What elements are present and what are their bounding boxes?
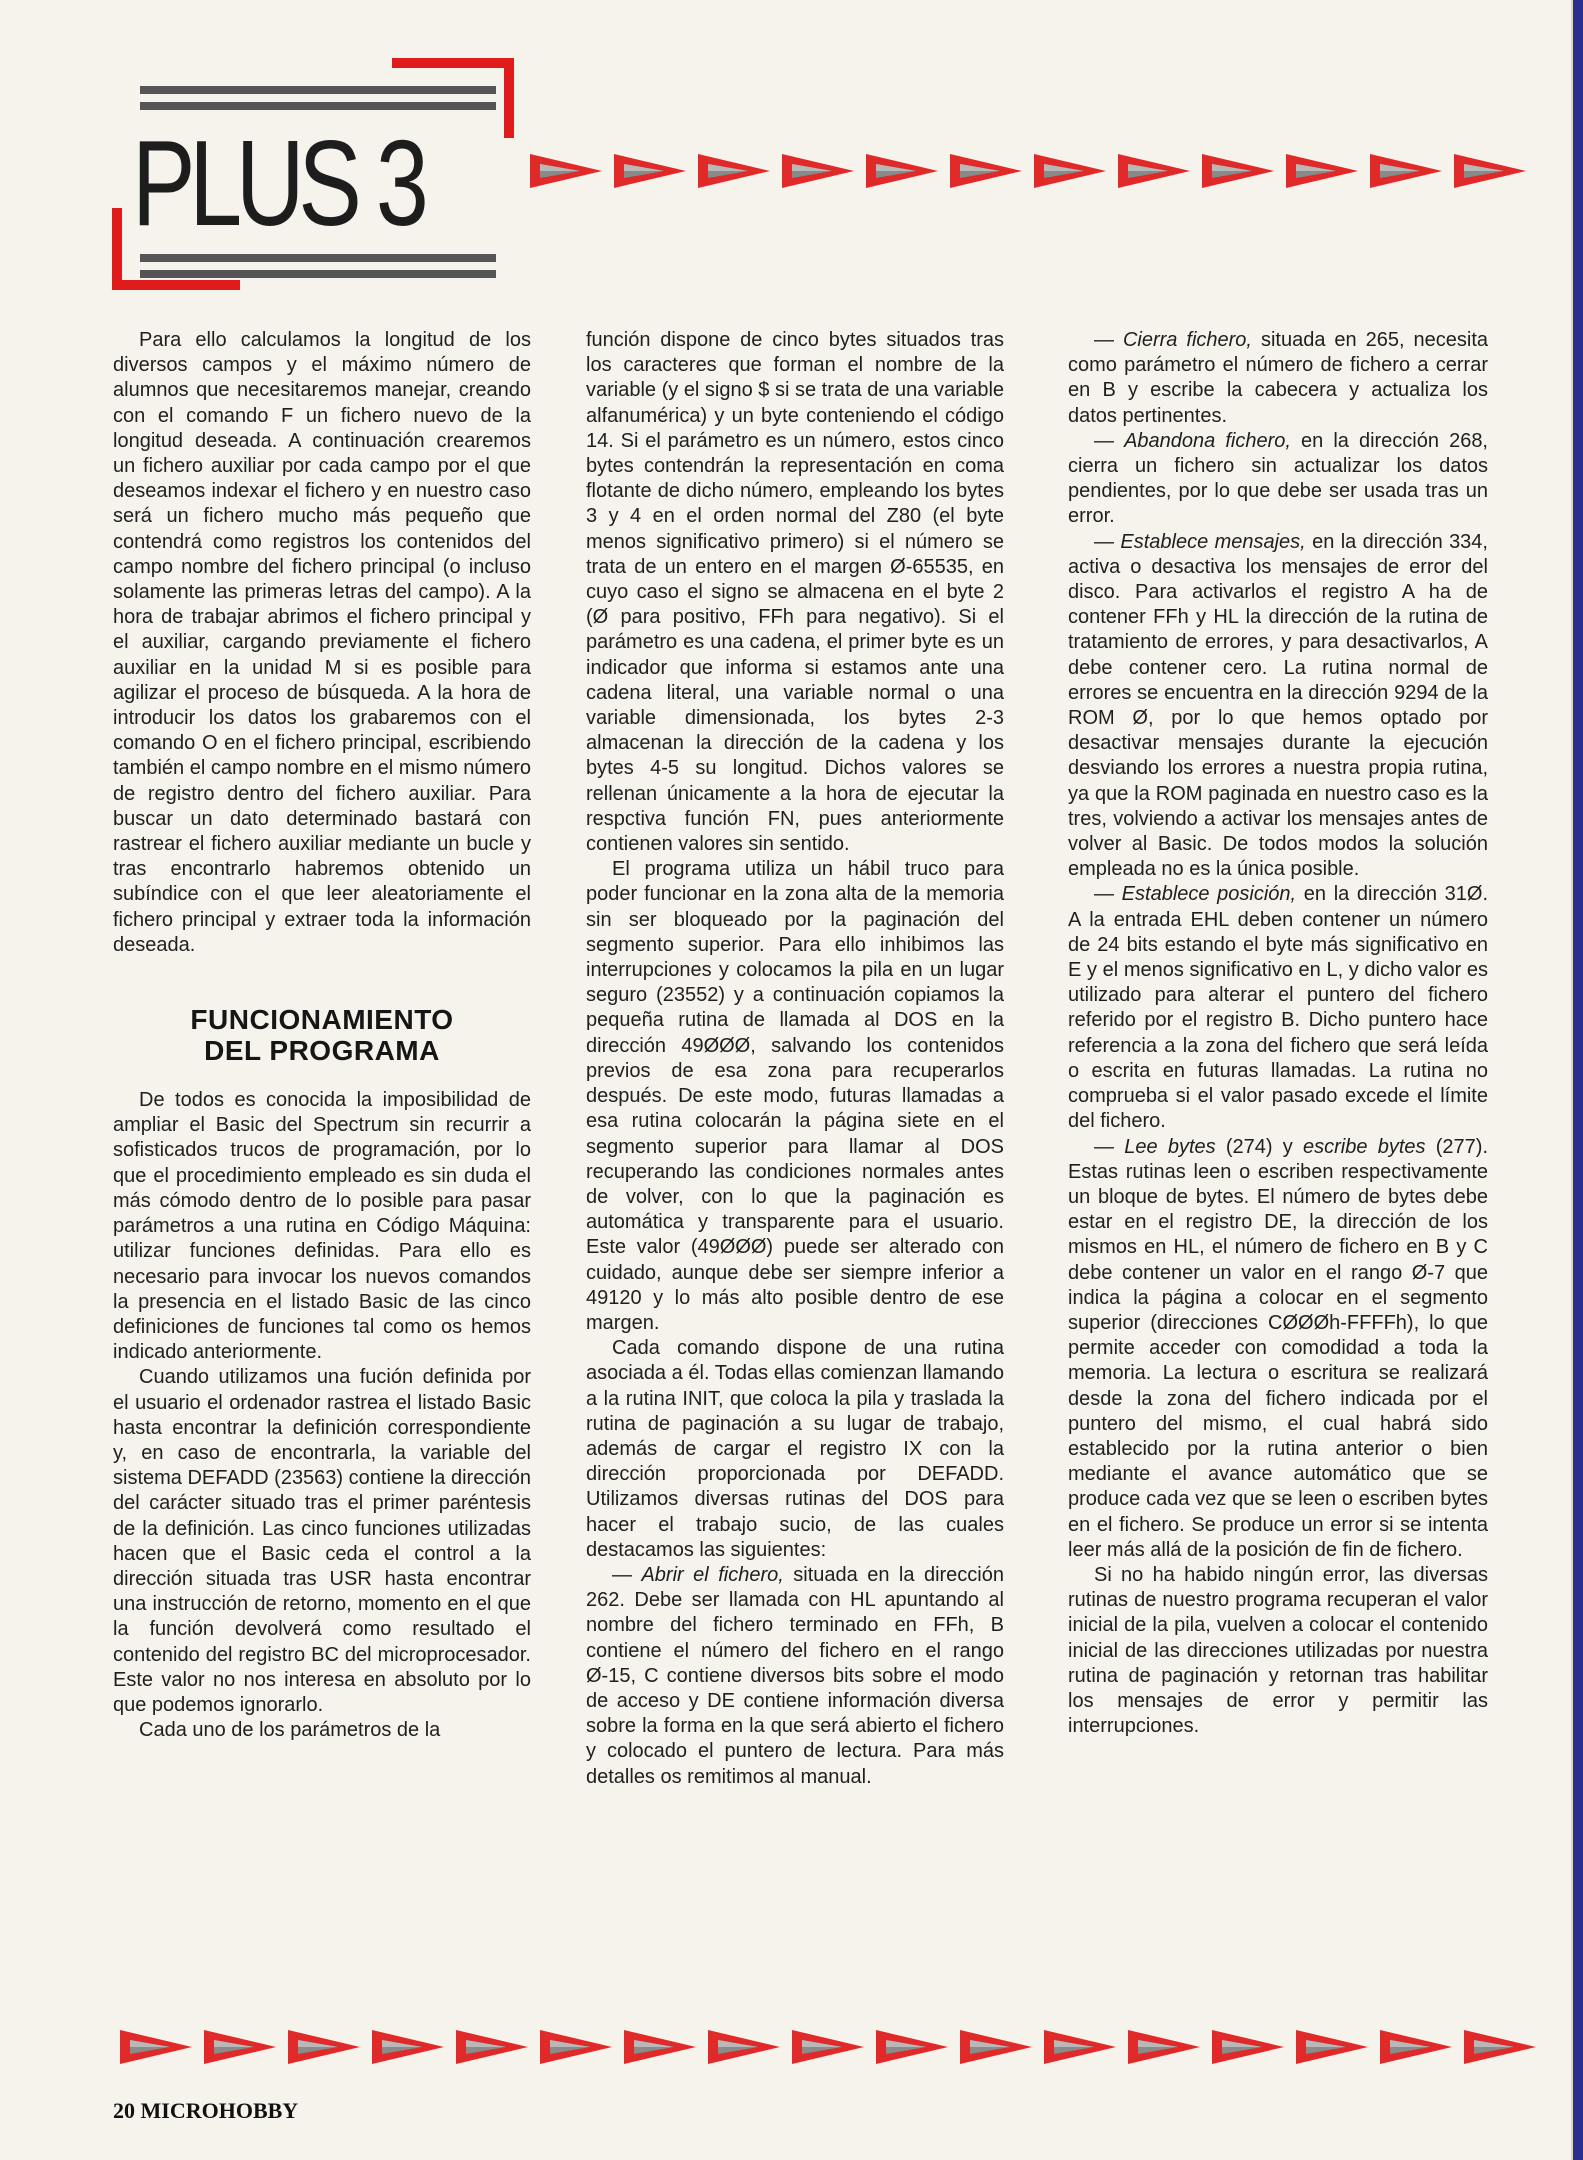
arrow-pennant-icon bbox=[790, 2024, 866, 2070]
dash: — bbox=[1094, 329, 1123, 351]
section-logo bbox=[112, 58, 532, 290]
arrow-pennant-icon bbox=[612, 148, 688, 194]
arrow-pennant-icon bbox=[780, 148, 856, 194]
arrow-pennant-icon bbox=[1200, 148, 1276, 194]
arrow-pennant-icon bbox=[1368, 148, 1444, 194]
arrow-pennant-icon bbox=[202, 2024, 278, 2070]
arrow-row-bottom bbox=[118, 2024, 1546, 2070]
paragraph: función dispone de cinco bytes situados tras los caracteres que forman el nombre de la variable (y el signo $ si se trata de una variable alfanumérica) y un byte conteniendo el código 14. Si el parámetro es un número, estos cinco bytes contendrán la representación en coma flotante de dicho número, empleando los bytes 3 y 4 en el orden normal del Z80 (el byte menos significativo primero) si el número se trata de un entero en el margen Ø-65535, en cuyo caso el signo se almacena en el byte 2 (Ø para positivo, FFh para negativo). Si el parámetro es una cadena, el primer byte es un indicador que informa si estamos ante una cadena literal, una variable normal o una variable dimensionada, los bytes 2-3 almacenan la dirección de la cadena y los bytes 4-5 su longitud. Dichos valores se rellenan únicamente a la hora de ejecutar la respctiva función FN, pues anteriormente contienen valores sin sentido. bbox=[586, 329, 1005, 856]
paragraph-text: situada en la dirección 262. Debe ser llamada con HL apuntando al nombre del fichero terminado en FFh, B contiene el número del fichero en el rango Ø-15, C contiene diversos bits sobre el modo de acceso y DE contiene información diversa sobre la forma en la que será abierto el fichero y colocado el puntero de lectura. Para más detalles os remitimos al manual. bbox=[586, 1563, 1004, 1788]
paragraph: El programa utiliza un hábil truco para poder funcionar en la zona alta de la memoria sin ser bloqueado por la paginación del segmento superior. Para ello inhibimos las interrupciones y colocamos la pila en un lugar seguro (23552) y a continuación copiamos la pequeña rutina de llamada al DOS en la dirección 49ØØØ, salvando los contenidos previos de esa zona para recuperarlos después. De este modo, futuras llamadas a esa rutina colocarán la página siete en el segmento superior para llamar al DOS recuperando las condiciones normales antes de volver, con lo que la paginación es automática y transparente para el usuario. Este valor (49ØØØ) puede ser alterado con cuidado, aunque debe ser siempre inferior a 49120 y lo más alto posible dentro de ese margen. bbox=[586, 858, 1004, 1334]
logo-rule bbox=[140, 102, 496, 110]
paragraph-list-item bbox=[1068, 530, 1488, 883]
text-column-3 bbox=[1068, 328, 1488, 1739]
arrow-pennant-icon bbox=[1452, 148, 1528, 194]
arrow-pennant-icon bbox=[1126, 2024, 1202, 2070]
dash: — bbox=[612, 1563, 642, 1586]
paragraph: Si no ha habido ningún error, las diversas rutinas de nuestro programa recuperan el valor inicial de la pila, vuelven a colocar el contenido inicial de las direcciones utilizadas por nuestra rutina de paginación y retornan tras habilitar los mensajes de error y permitir las interrupciones. bbox=[1068, 1563, 1488, 1738]
logo-title: PLUS 3 bbox=[132, 115, 423, 251]
arrow-pennant-icon bbox=[454, 2024, 530, 2070]
dash: — bbox=[1094, 883, 1122, 906]
paragraph-text: situada en 265, necesita como parámetro el número de fichero a cerrar en B y escribe la cabecera y actualiza los datos pertinentes. bbox=[1068, 329, 1488, 427]
logo-rule bbox=[140, 254, 496, 262]
logo-rule bbox=[140, 86, 496, 94]
arrow-pennant-icon bbox=[1294, 2024, 1370, 2070]
paragraph-list-item bbox=[1068, 1135, 1488, 1563]
arrow-pennant-icon bbox=[874, 2024, 950, 2070]
arrow-pennant-icon bbox=[528, 148, 604, 194]
arrow-pennant-icon bbox=[1462, 2024, 1538, 2070]
arrow-pennant-icon bbox=[1116, 148, 1192, 194]
arrow-pennant-icon bbox=[622, 2024, 698, 2070]
dash: — bbox=[1094, 1135, 1125, 1158]
paragraph: Cada uno de los parámetros de la bbox=[139, 1719, 441, 1742]
dash: — bbox=[1094, 530, 1121, 553]
logo-red-frame-bottom bbox=[112, 208, 122, 290]
paragraph: Cada comando dispone de una rutina asociada a él. Todas ellas comienzan llamando a la rutina INIT, que coloca la pila y traslada la rutina de paginación a su lugar de trabajo, además de cargar el registro IX con la dirección proporcionada por DEFADD. Utilizamos diversas rutinas del DOS para hacer el trabajo sucio, de las cuales destacamos las siguientes: bbox=[586, 1337, 1004, 1561]
paragraph-text: en la dirección 268, cierra un fichero sin actualizar los datos pendientes, por lo que debe ser usada tras un error. bbox=[1068, 429, 1488, 528]
arrow-pennant-icon bbox=[1210, 2024, 1286, 2070]
section-heading-line1: FUNCIONAMIENTO bbox=[190, 1004, 454, 1036]
paragraph-text: en la dirección 334, activa o desactiva los mensajes de error del disco. Para activarlos el registro A ha de contener FFh y HL la dirección de la rutina de tratamiento de errores, y para desactivarlos, A debe contener cero. La rutina normal de errores se encuentra en la dirección 9294 de la ROM Ø, por lo que hemos optado por desactivar mensajes durante la ejecución desviando los errores a nuestra propia rutina, ya que la ROM paginada en nuestro caso es la tres, volviendo a activar los mensajes antes de volver al Basic. De todos modos la solución empleada no es la única posible. bbox=[1068, 530, 1488, 881]
term: escribe bytes bbox=[1303, 1135, 1426, 1158]
logo-red-frame-bottom-h bbox=[112, 280, 240, 290]
paragraph-text: (277). Estas rutinas leen o escriben respectivamente un bloque de bytes. El número de bytes debe estar en el registro DE, la dirección de los mismos en HL, el número de fichero en B y C debe contener un valor en el rango Ø-7 que indica la página a colocar en el segmento superior (direcciones CØØØh-FFFFh), lo que permite acceder con comodidad a toda la memoria. La lectura o escritura se realizará desde la zona del fichero indicada por el puntero del mismo, el cual habrá sido establecido por la rutina anterior o bien mediante el avance automático que se produce cada vez que se leen o escriben bytes en el fichero. Se produce un error si se intenta leer más allá de la posición de fin de fichero. bbox=[1068, 1135, 1489, 1561]
arrow-pennant-icon bbox=[1032, 148, 1108, 194]
arrow-pennant-icon bbox=[696, 148, 772, 194]
logo-rule bbox=[140, 270, 496, 278]
paragraph: Para ello calculamos la longitud de los diversos campos y el máximo número de alumnos que necesitaremos manejar, creando con el comando F un fichero nuevo de la longitud deseada. A continuación crearemos un fichero auxiliar por cada campo por el que deseamos indexar el fichero y en nuestro caso será un fichero mucho más pequeño que contendrá como registros los contenidos del campo nombre del fichero principal (o incluso solamente las primeras letras del campo). A la hora de trabajar abrimos el fichero principal y el auxiliar, cargando previamente el fichero auxiliar en la unidad M si es posible para agilizar el proceso de búsqueda. A la hora de introducir los datos los grabaremos con el comando O en el fichero principal, escribiendo también el campo nombre en el mismo número de registro dentro del fichero auxiliar. Para buscar un dato determinado bastará con rastrear el fichero auxiliar mediante un bucle y tras encontrarlo habremos obtenido un subíndice con el que leer aleatoriamente el fichero principal y extraer toda la información deseada. bbox=[113, 329, 531, 956]
paragraph-list-item bbox=[1068, 882, 1488, 1134]
arrow-pennant-icon bbox=[538, 2024, 614, 2070]
arrow-pennant-icon bbox=[864, 148, 940, 194]
paragraph-list-item bbox=[1068, 429, 1488, 530]
section-heading-line2: DEL PROGRAMA bbox=[204, 1035, 440, 1067]
paragraph: De todos es conocida la imposibilidad de ampliar el Basic del Spectrum sin recurrir a sofisticados trucos de programación, por lo que el procedimiento empleado es sin duda el más cómodo dentro de lo posible para pasar parámetros a una rutina en Código Máquina: utilizar funciones definidas. Para ello es necesario para invocar los nuevos comandos la presencia en el listado Basic de las cinco definiciones de funciones tal como os hemos indicado anteriormente. bbox=[113, 1089, 531, 1364]
arrow-pennant-icon bbox=[958, 2024, 1034, 2070]
paragraph-list-item bbox=[1068, 328, 1488, 429]
arrow-pennant-icon bbox=[1284, 148, 1360, 194]
arrow-pennant-icon bbox=[1378, 2024, 1454, 2070]
term: Cierra fichero, bbox=[1122, 329, 1252, 351]
term: Lee bytes bbox=[1124, 1135, 1216, 1158]
arrow-pennant-icon bbox=[706, 2024, 782, 2070]
term: Establece posición, bbox=[1121, 883, 1297, 906]
page-edge-binding bbox=[1573, 0, 1583, 2160]
paragraph-text: (274) y bbox=[1215, 1135, 1304, 1158]
term: Abrir el fichero, bbox=[641, 1563, 784, 1586]
arrow-pennant-icon bbox=[118, 2024, 194, 2070]
term: Establece mensajes, bbox=[1120, 530, 1306, 553]
paragraph-list-item bbox=[586, 1563, 1004, 1790]
logo-red-frame-top bbox=[504, 58, 514, 138]
dash: — bbox=[1094, 429, 1125, 452]
text-column-2 bbox=[586, 328, 1004, 1790]
arrow-pennant-icon bbox=[370, 2024, 446, 2070]
logo-red-frame-top-h bbox=[392, 58, 514, 68]
arrow-pennant-icon bbox=[286, 2024, 362, 2070]
page-footer: 20 MICROHOBBY bbox=[113, 2098, 299, 2123]
paragraph: Cuando utilizamos una fución definida por el usuario el ordenador rastrea el listado Basic hasta encontrar la definición correspondiente y, en caso de encontrarla, la variable del sistema DEFADD (23563) contiene la dirección del carácter situado tras el primer paréntesis de la definición. Las cinco funciones utilizadas hacen que el Basic ceda el control a la dirección situada tras USR hasta encontrar una instrucción de retorno, momento en el que la función devolverá como resultado el contenido del registro BC del microprocesador. Este valor no nos interesa en absoluto por lo que podemos ignorarlo. bbox=[113, 1366, 531, 1716]
arrow-row-top bbox=[528, 148, 1536, 194]
section-heading bbox=[113, 1004, 531, 1066]
paragraph-text: en la dirección 31Ø. A la entrada EHL deben contener un número de 24 bits estando el byte más significativo en E y el menos significativo en L, y dicho valor es utilizado para alterar el puntero del fichero referido por el registro B. Dicho puntero hace referencia a la zona del fichero que será leída o escrita en futuras llamadas. La rutina no comprueba si el valor pasado excede el límite del fichero. bbox=[1068, 883, 1488, 1133]
arrow-pennant-icon bbox=[948, 148, 1024, 194]
text-column-1 bbox=[113, 328, 531, 1743]
term: Abandona fichero, bbox=[1124, 429, 1291, 452]
arrow-pennant-icon bbox=[1042, 2024, 1118, 2070]
